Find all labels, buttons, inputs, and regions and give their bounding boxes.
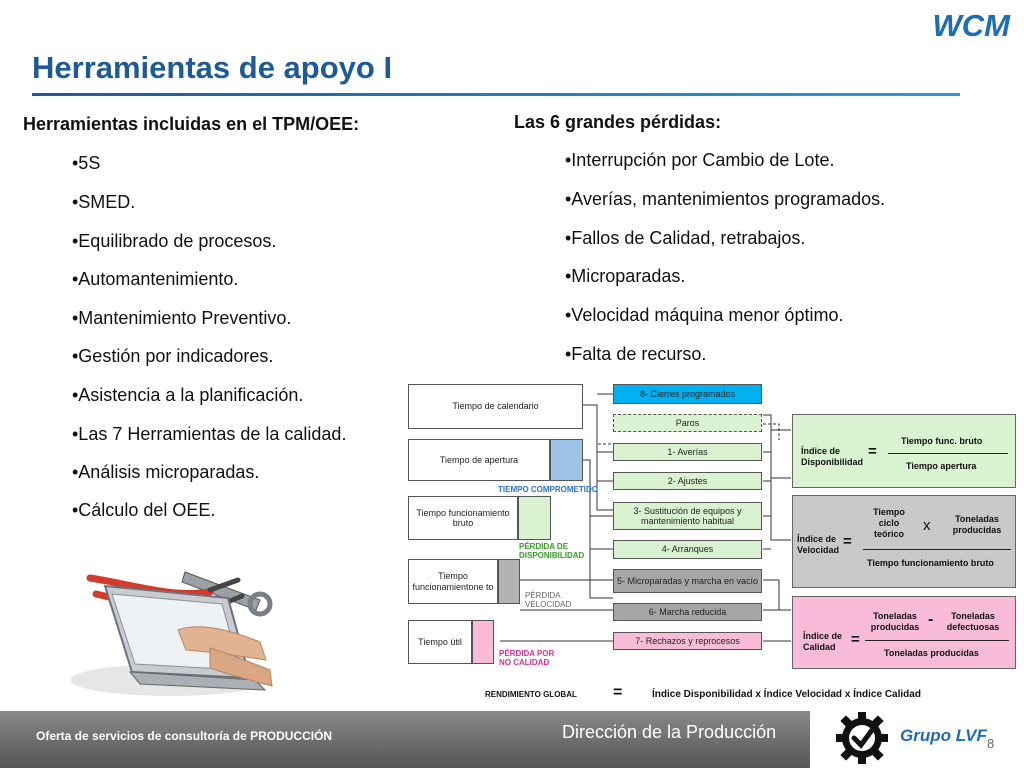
quality-produced: Toneladas producidas (870, 611, 920, 632)
speed-cycle-time: Tiempo ciclo teórico (873, 507, 905, 539)
speed-loss-label: PÉRDIDA VELOCIDAD (525, 591, 572, 609)
fraction-bar (888, 453, 1008, 454)
loss-rejects: 7- Rechazos y reprocesos (613, 632, 762, 650)
speed-equals: = (843, 533, 852, 550)
loss-breakdowns: 1- Averías (613, 443, 762, 461)
loss-item: •Velocidad máquina menor óptimo. (565, 305, 844, 325)
tool-item: •Cálculo del OEE. (72, 500, 216, 520)
calendar-time-box: Tiempo de calendario (408, 384, 583, 429)
global-equals: = (613, 684, 623, 701)
tool-item: •Análisis microparadas. (72, 462, 260, 482)
loss-item: •Averías, mantenimientos programados. (565, 189, 886, 209)
tools-heading: Herramientas incluidas en el TPM/OEE: (23, 114, 360, 134)
quality-equals: = (851, 631, 860, 648)
tool-item: •Gestión por indicadores. (72, 346, 274, 366)
speed-tonnes: Toneladas producidas (952, 514, 1002, 535)
tool-item: •5S (72, 153, 101, 173)
quality-index-panel (792, 596, 1016, 669)
availability-index-panel (792, 414, 1016, 488)
opening-time-box: Tiempo de apertura (408, 439, 550, 481)
quality-defective: Toneladas defectuosas (946, 611, 1000, 632)
availability-loss-block (518, 496, 551, 540)
laptop-tools-illustration (60, 560, 275, 700)
fraction-bar (865, 640, 1009, 641)
gross-operating-time-box: Tiempo funcionamiento bruto (408, 496, 518, 540)
tool-item: •Las 7 Herramientas de la calidad. (72, 424, 347, 444)
speed-loss-block (498, 559, 520, 604)
loss-scheduled-closures: 8- Cierres programados (613, 384, 762, 404)
availability-loss-label: PÉRDIDA DE DISPONIBILIDAD (519, 542, 585, 560)
quality-minus: - (928, 611, 934, 628)
availability-equals: = (868, 443, 877, 460)
quality-denominator: Toneladas producidas (884, 648, 979, 658)
committed-time-block (550, 439, 583, 481)
committed-time-label: TIEMPO COMPROMETIDO (498, 485, 598, 494)
loss-item: •Microparadas. (565, 266, 686, 286)
speed-times: x (923, 517, 931, 534)
title-underline (32, 93, 960, 96)
gear-check-logo (834, 708, 890, 766)
fraction-bar (863, 549, 1011, 550)
speed-index-name: Índice de Velocidad (797, 534, 840, 555)
loss-stops: Paros (613, 414, 762, 432)
speed-index-panel (792, 495, 1016, 588)
speed-denominator: Tiempo funcionamiento bruto (867, 558, 994, 568)
quality-index-name: Índice de Calidad (803, 631, 843, 652)
loss-adjustments: 2- Ajustes (613, 472, 762, 490)
availability-denominator: Tiempo apertura (906, 461, 977, 471)
useful-time-box: Tiempo útil (408, 620, 472, 664)
page-title: Herramientas de apoyo I (32, 50, 393, 85)
loss-item: •Fallos de Calidad, retrabajos. (565, 228, 806, 248)
page-number: 8 (987, 736, 995, 751)
tool-item: •Asistencia a la planificación. (72, 385, 304, 405)
quality-loss-label: PÉRDIDA POR NO CALIDAD (499, 649, 555, 667)
tool-item: •Automantenimiento. (72, 269, 239, 289)
availability-index-name: Índice de Disponibilidad (801, 446, 863, 467)
loss-equipment-substitution: 3- Sustitución de equipos y mantenimiento habitual (613, 502, 762, 530)
company-name: Grupo LVF (900, 726, 987, 745)
tool-item: •SMED. (72, 192, 136, 212)
tool-item: •Equilibrado de procesos. (72, 231, 277, 251)
losses-heading: Las 6 grandes pérdidas: (514, 112, 722, 132)
loss-reduced-speed: 6- Marcha reducida (613, 603, 762, 621)
global-yield-formula: Índice Disponibilidad x Índice Velocidad x Índice Calidad (652, 689, 921, 700)
loss-startups: 4- Arranques (613, 540, 762, 559)
loss-item: •Interrupción por Cambio de Lote. (565, 150, 835, 170)
global-yield-label: RENDIMIENTO GLOBAL (485, 690, 577, 699)
loss-microstops: 5- Microparadas y marcha en vacío (613, 569, 762, 593)
quality-loss-block (472, 620, 494, 664)
tool-item: •Mantenimiento Preventivo. (72, 308, 292, 328)
footer-offer-text: Oferta de servicios de consultoría de PRODUCCIÓN (36, 729, 333, 743)
footer-department: Dirección de la Producción (562, 722, 777, 742)
net-operating-time-box: Tiempo funcionamientone to (408, 559, 498, 604)
availability-numerator: Tiempo func. bruto (901, 436, 983, 446)
loss-item: •Falta de recurso. (565, 344, 707, 364)
wcm-logo: WCM (932, 8, 1010, 43)
